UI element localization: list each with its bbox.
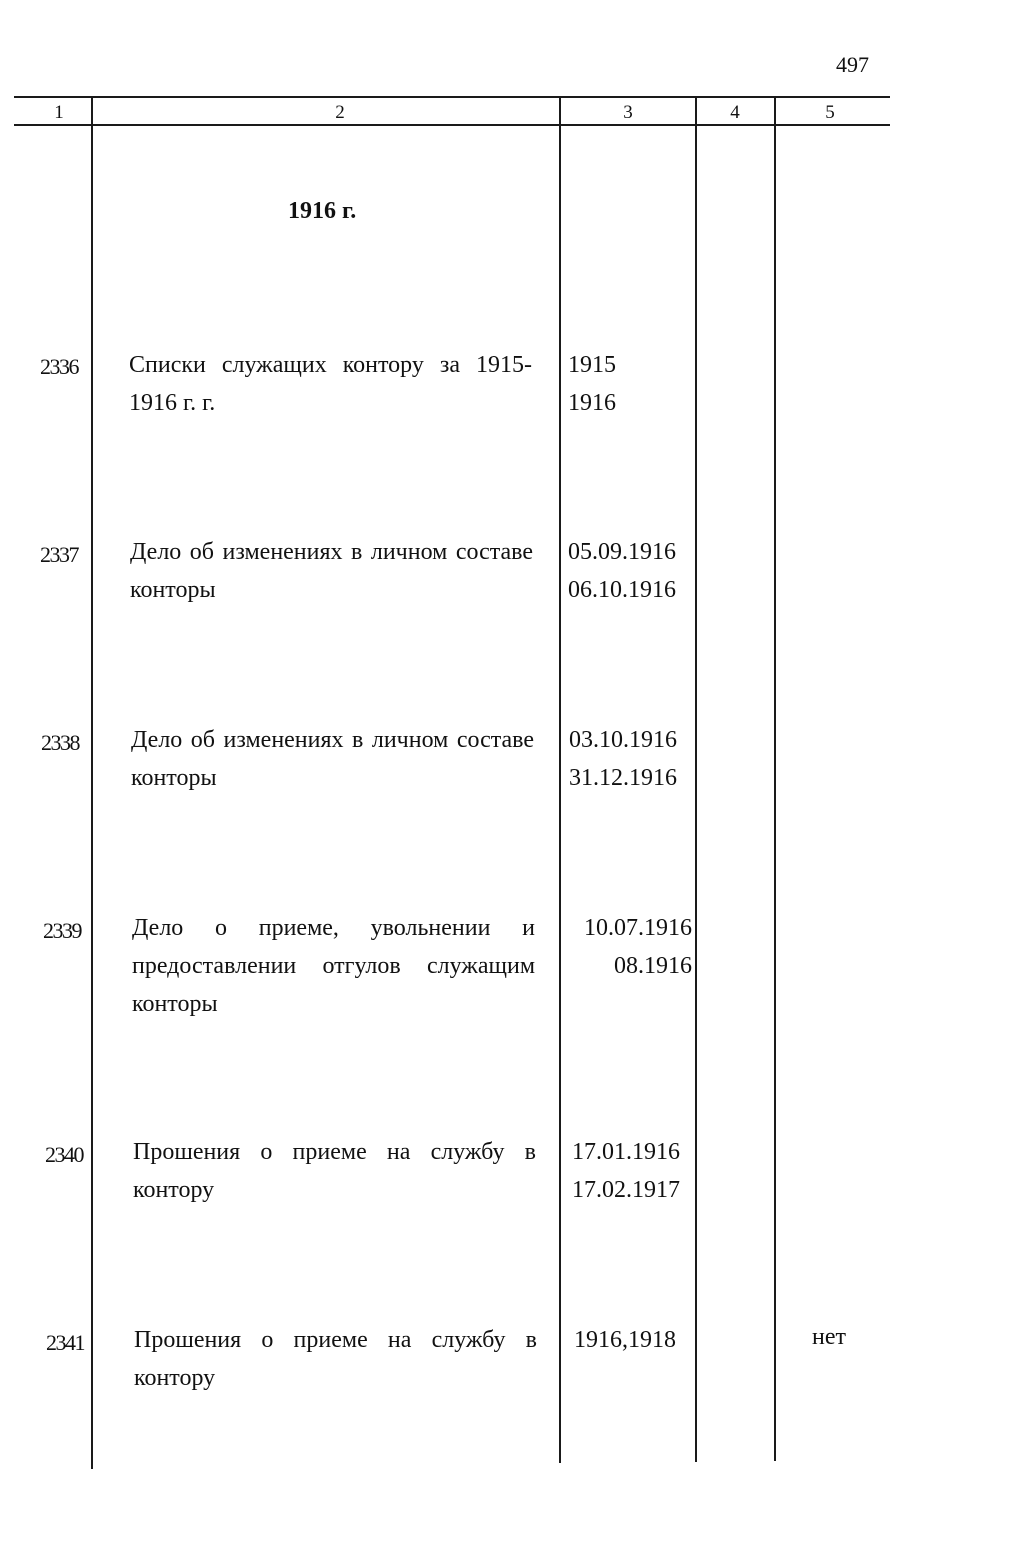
- date-start: 1915: [568, 352, 616, 378]
- date-start: 17.01.1916: [572, 1139, 680, 1165]
- date-end: 08.1916: [614, 953, 692, 979]
- column-header-4: 4: [730, 102, 740, 123]
- record-note: нет: [812, 1324, 846, 1350]
- column-header-5: 5: [825, 102, 835, 123]
- record-title: Дело о приеме, увольнении и предоставлении отгулов служащим конторы: [132, 915, 535, 1017]
- date-start: 03.10.1916: [569, 727, 677, 753]
- date-start: 05.09.1916: [568, 539, 676, 565]
- page-number: 497: [836, 52, 869, 77]
- record-dates: [570, 909, 692, 985]
- record-number: 2336: [40, 354, 78, 379]
- date-start: 10.07.1916: [584, 915, 692, 941]
- column-divider-4: [774, 97, 776, 1461]
- column-divider-3: [695, 97, 697, 1462]
- date-end: 17.02.1917: [572, 1177, 680, 1203]
- date-end: 06.10.1916: [568, 577, 676, 603]
- header-top-rule: [14, 96, 890, 98]
- date-end: 31.12.1916: [569, 765, 677, 791]
- record-dates: [569, 721, 691, 797]
- column-header-2: 2: [335, 102, 345, 123]
- record-title: Дело об изменениях в личном составе конторы: [131, 727, 534, 791]
- column-divider-1: [91, 97, 93, 1469]
- record-title: Списки служащих контору за 1915-1916 г. г.: [129, 352, 532, 416]
- record-title: Дело об изменениях в личном составе конторы: [130, 539, 533, 603]
- record-number: 2338: [41, 730, 79, 755]
- column-divider-2: [559, 97, 561, 1463]
- record-dates: [574, 1321, 696, 1359]
- record-number: 2337: [40, 542, 78, 567]
- column-header-3: 3: [623, 102, 633, 123]
- record-title: Прошения о приеме на службу в контору: [134, 1327, 537, 1391]
- record-number: 2340: [45, 1142, 83, 1167]
- record-dates: [572, 1133, 694, 1209]
- date-end: 1916: [568, 390, 616, 416]
- column-header-1: 1: [54, 102, 64, 123]
- record-dates: [568, 346, 690, 422]
- record-dates: [568, 533, 690, 609]
- year-heading: 1916 г.: [288, 198, 357, 224]
- record-title: Прошения о приеме на службу в контору: [133, 1139, 536, 1203]
- date-start: 1916,1918: [574, 1327, 676, 1353]
- record-number: 2341: [46, 1330, 84, 1355]
- header-bottom-rule: [14, 124, 890, 126]
- record-number: 2339: [43, 918, 81, 943]
